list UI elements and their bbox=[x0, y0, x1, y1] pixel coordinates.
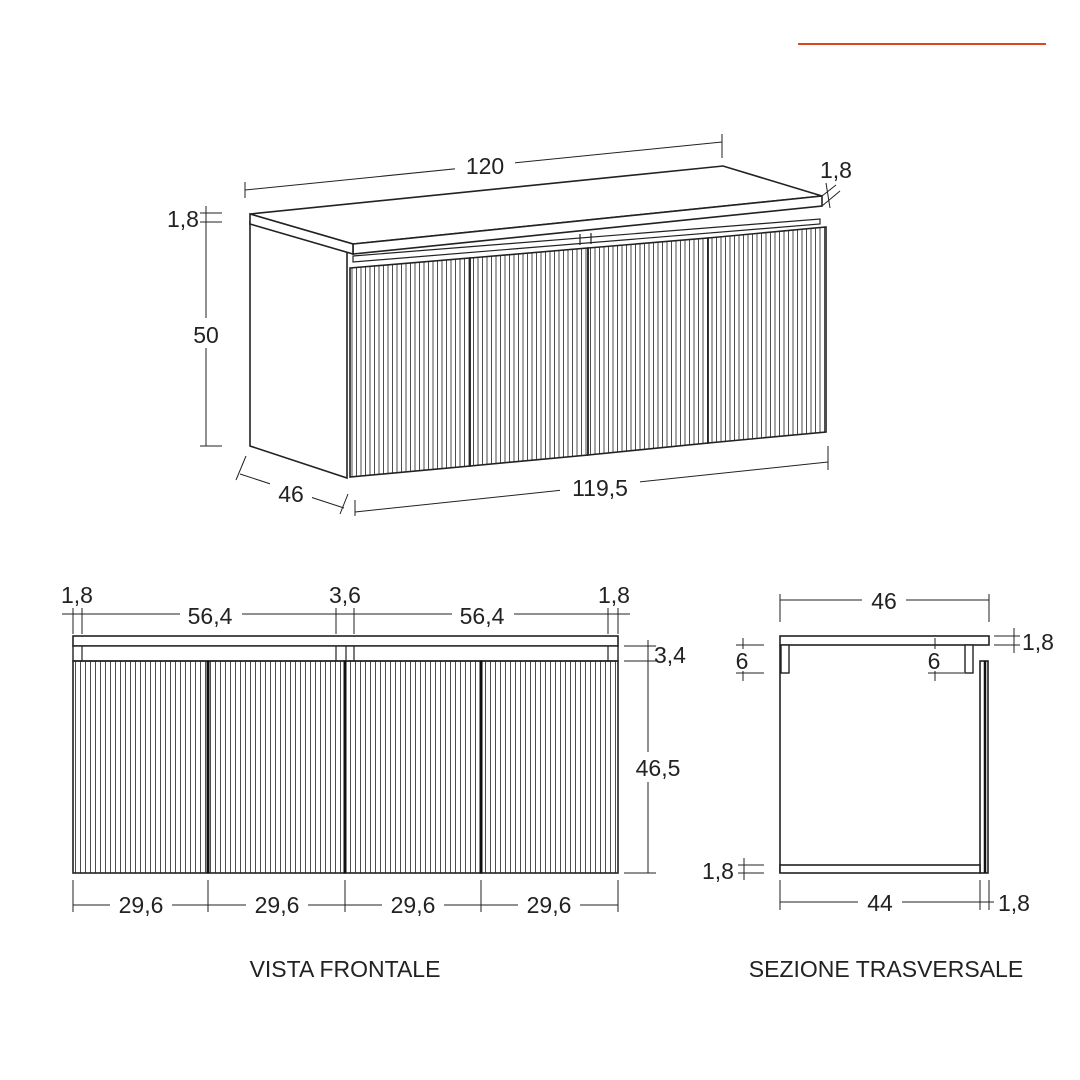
section-top-thickness-dim bbox=[994, 628, 1054, 655]
section-bottom-dimensions bbox=[780, 880, 1030, 918]
section-bottom-panel bbox=[780, 865, 980, 873]
dim-width-top-label: 120 bbox=[465, 153, 505, 179]
dim-top-thickness-right-label: 1,8 bbox=[820, 157, 852, 183]
door-width-label-2: 29,6 bbox=[254, 892, 300, 918]
front-side-left-label: 1,8 bbox=[61, 582, 93, 608]
front-right-dimensions bbox=[624, 640, 688, 873]
door-front-4 bbox=[708, 227, 826, 443]
section-inner-depth-label: 44 bbox=[867, 890, 893, 916]
dim-depth-label: 46 bbox=[278, 481, 304, 507]
front-view bbox=[61, 582, 688, 982]
dim-top-thickness-right bbox=[820, 157, 852, 208]
section-top-depth-label: 46 bbox=[871, 588, 897, 614]
section-countertop bbox=[780, 636, 989, 645]
section-top-dimension bbox=[780, 586, 989, 622]
section-bottom-thickness-dim bbox=[702, 858, 764, 884]
section-rail-left-label: 6 bbox=[735, 648, 749, 674]
section-rail-right-label: 6 bbox=[927, 648, 941, 674]
dim-height bbox=[186, 222, 226, 446]
front-top-dimensions bbox=[61, 582, 630, 634]
door-front-3 bbox=[588, 238, 708, 455]
front-side-right-label: 1,8 bbox=[598, 582, 630, 608]
door-front-1 bbox=[350, 258, 470, 477]
front-door-1 bbox=[73, 661, 208, 873]
front-bay-left-label: 56,4 bbox=[187, 603, 233, 629]
front-door-3 bbox=[345, 661, 481, 873]
perspective-view bbox=[167, 134, 852, 516]
section-rail-left bbox=[781, 645, 789, 673]
front-bottom-dimensions bbox=[73, 880, 618, 920]
section-rail-right bbox=[965, 645, 973, 673]
section-back-thickness-label: 1,8 bbox=[998, 890, 1030, 916]
front-door-height-label: 46,5 bbox=[635, 755, 681, 781]
front-countertop bbox=[73, 636, 618, 646]
section-view bbox=[702, 586, 1054, 982]
door-front-2 bbox=[470, 248, 588, 466]
front-door-4 bbox=[481, 661, 618, 873]
section-rail-left-dim bbox=[730, 638, 764, 681]
dim-top-thickness-left bbox=[167, 206, 222, 232]
section-bottom-thickness-label: 1,8 bbox=[702, 858, 734, 884]
section-view-caption: SEZIONE TRASVERSALE bbox=[748, 956, 1024, 982]
front-middle-label: 3,6 bbox=[329, 582, 361, 608]
door-width-label-4: 29,6 bbox=[526, 892, 572, 918]
dim-top-thickness-left-label: 1,8 bbox=[167, 206, 199, 232]
section-top-thickness-label: 1,8 bbox=[1022, 629, 1054, 655]
dim-height-label: 50 bbox=[193, 322, 219, 348]
front-top-gap-label: 3,4 bbox=[654, 642, 686, 668]
door-width-label-1: 29,6 bbox=[118, 892, 164, 918]
door-width-label-3: 29,6 bbox=[390, 892, 436, 918]
front-door-2 bbox=[208, 661, 345, 873]
front-bay-right-label: 56,4 bbox=[459, 603, 505, 629]
dim-width-bottom-label: 119,5 bbox=[572, 475, 628, 501]
front-view-caption: VISTA FRONTALE bbox=[249, 956, 441, 982]
cabinet-side-panel bbox=[250, 222, 347, 478]
